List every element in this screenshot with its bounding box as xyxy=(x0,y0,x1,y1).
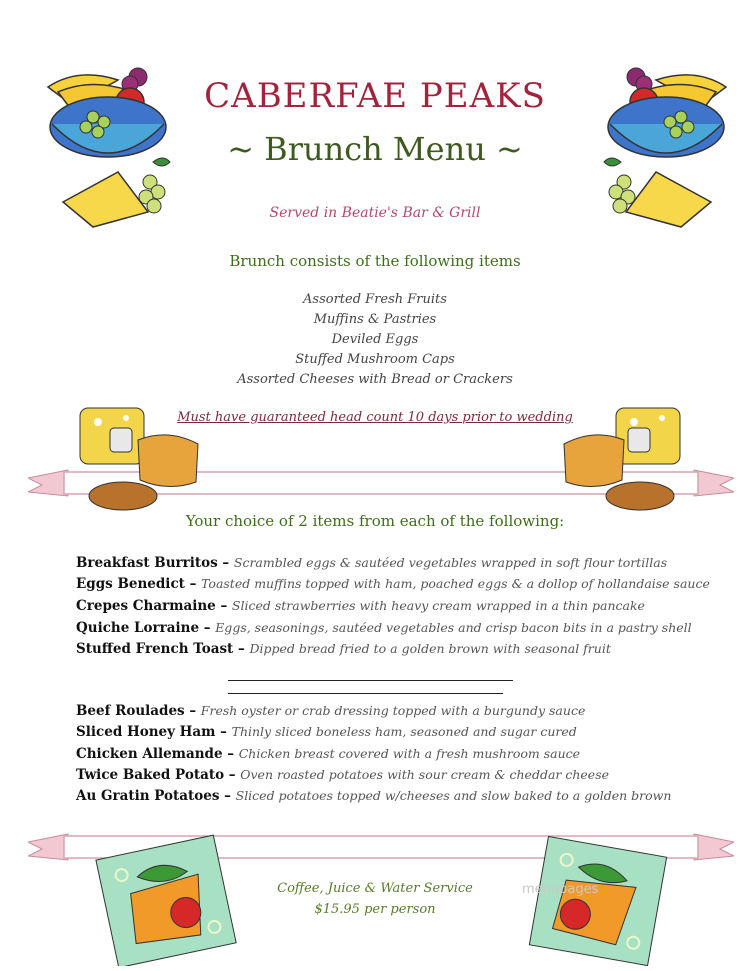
menu-item-name: Crepes Charmaine – xyxy=(76,598,232,614)
menu-item-desc: Thinly sliced boneless ham, seasoned and sugar cured xyxy=(231,724,577,739)
menu-item-desc: Sliced strawberries with heavy cream wrapped in a thin pancake xyxy=(231,598,645,613)
beverage-service: Coffee, Juice & Water Service xyxy=(277,881,473,896)
menu-item-row xyxy=(76,746,716,762)
menu-item-desc: Oven roasted potatoes with sour cream & cheddar cheese xyxy=(240,767,610,782)
menu-item-desc: Sliced potatoes topped w/cheeses and slow baked to a golden brown xyxy=(235,788,672,803)
watermark: menupages xyxy=(522,882,599,897)
menu-item-desc: Chicken breast covered with a fresh mushroom sauce xyxy=(238,746,581,761)
section-divider xyxy=(228,680,513,681)
brunch-item: Muffins & Pastries xyxy=(313,312,437,327)
menu-item-name: Chicken Allemande – xyxy=(76,746,239,762)
brunch-item: Stuffed Mushroom Caps xyxy=(295,352,455,367)
venue-line: Served in Beatie's Bar & Grill xyxy=(269,205,481,221)
menu-item-row xyxy=(76,641,716,657)
page-title: CABERFAE PEAKS xyxy=(204,76,546,116)
menu-item-desc: Dipped bread fried to a golden brown with seasonal fruit xyxy=(249,641,611,656)
menu-item-row xyxy=(76,598,716,614)
menu-item-desc: Scrambled eggs & sautéed vegetables wrapped in soft flour tortillas xyxy=(233,555,668,570)
menu-item-name: Beef Roulades – xyxy=(76,703,201,719)
menu-item-name: Twice Baked Potato – xyxy=(76,767,241,783)
brunch-item: Deviled Eggs xyxy=(331,332,419,347)
menu-item-row xyxy=(76,767,716,783)
headcount-note: Must have guaranteed head count 10 days prior to wedding xyxy=(177,410,573,425)
menu-item-name: Sliced Honey Ham – xyxy=(76,724,232,740)
menu-item-row xyxy=(76,788,716,804)
price-per-person: $15.95 per person xyxy=(314,902,436,917)
choice-heading: Your choice of 2 items from each of the following: xyxy=(185,512,565,530)
menu-item-name: Stuffed French Toast – xyxy=(76,641,250,657)
menu-item-desc: Fresh oyster or crab dressing topped with a burgundy sauce xyxy=(200,703,586,718)
menu-item-desc: Toasted muffins topped with ham, poached eggs & a dollop of hollandaise sauce xyxy=(201,576,710,591)
menu-item-desc: Eggs, seasonings, sautéed vegetables and crisp bacon bits in a pastry shell xyxy=(215,620,692,635)
menu-item-name: Quiche Lorraine – xyxy=(76,620,216,636)
ribbon-divider-top xyxy=(28,400,734,520)
menu-item-row xyxy=(76,703,716,719)
ribbon-divider-bottom xyxy=(28,826,734,966)
menu-item-row xyxy=(76,620,716,636)
menu-item-name: Eggs Benedict – xyxy=(76,576,202,592)
menu-item-row xyxy=(76,555,716,571)
brunch-item: Assorted Cheeses with Bread or Crackers xyxy=(237,372,513,387)
menu-subtitle: ~ Brunch Menu ~ xyxy=(227,130,523,168)
menu-item-name: Breakfast Burritos – xyxy=(76,555,234,571)
menu-item-row xyxy=(76,576,716,592)
menu-item-name: Au Gratin Potatoes – xyxy=(76,788,236,804)
brunch-heading: Brunch consists of the following items xyxy=(229,252,521,270)
brunch-item: Assorted Fresh Fruits xyxy=(303,292,447,307)
menu-item-row xyxy=(76,724,716,740)
section-divider xyxy=(228,693,503,694)
